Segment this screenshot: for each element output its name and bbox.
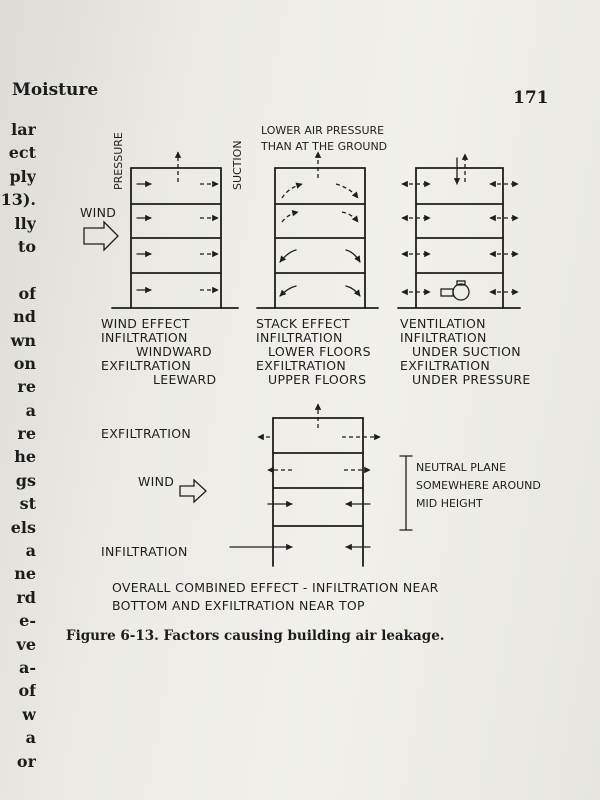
fan-icon [441,281,469,300]
stack-top-note: THAN AT THE GROUND [261,140,388,153]
text-fragment: he [14,447,36,467]
text-fragment: wn [10,330,36,350]
text-fragment: lly [14,213,36,233]
text-fragment: a- [18,657,36,677]
text-fragment: or [16,751,36,771]
text-fragment: a [25,541,36,561]
page-number: 171 [513,88,549,108]
pressure-label: PRESSURE [112,132,125,190]
text-fragment: gs [15,470,36,490]
exfiltration-label: EXFILTRATION [101,426,192,441]
text-fragment: lar [11,120,36,139]
neutral-plane-note: MID HEIGHT [416,497,483,510]
text-fragment: ect [8,143,36,163]
stack-effect-line: UPPER FLOORS [268,372,367,387]
stack-effect-title: STACK EFFECT [256,316,350,331]
text-fragment: ply [9,166,36,186]
combined-wind-arrow-icon [180,480,206,502]
combined-wind-label: WIND [138,474,175,489]
wind-effect-line: WINDWARD [136,344,212,359]
ventilation-line: UNDER SUCTION [412,344,521,359]
ventilation-title: VENTILATION [400,316,486,331]
neutral-plane-note: SOMEWHERE AROUND [416,479,541,492]
stack-effect-diagram [256,124,387,387]
infiltration-label: INFILTRATION [101,544,188,559]
text-fragment: ne [14,564,36,584]
text-fragment: a [25,400,36,420]
text-fragment: e- [19,611,36,631]
wind-effect-title: WIND EFFECT [101,316,190,331]
wind-label: WIND [80,205,117,220]
stack-top-note: LOWER AIR PRESSURE [261,124,385,137]
text-fragment: of [18,681,36,701]
text-fragment: a [25,728,36,748]
text-fragment: re [17,424,36,444]
text-fragment: w [22,704,36,724]
text-fragment: st [19,494,36,514]
text-fragment: rd [16,587,36,607]
ventilation-diagram [398,154,531,387]
neutral-plane-bracket [400,456,412,530]
ventilation-line: UNDER PRESSURE [412,372,531,387]
text-fragment: re [17,377,36,397]
wind-effect-line: LEEWARD [153,372,217,387]
neutral-plane-note: NEUTRAL PLANE [416,461,507,474]
text-fragment: on [13,353,36,373]
wind-arrow-icon [84,222,118,250]
figure-caption: Figure 6-13. Factors causing building air leakage. [66,628,445,644]
text-fragment: ve [16,634,36,654]
text-fragment: els [10,517,36,537]
wind-effect-line: INFILTRATION [101,330,188,345]
stack-effect-line: EXFILTRATION [256,358,347,373]
text-fragment: nd [13,307,36,327]
ventilation-line: INFILTRATION [400,330,487,345]
wind-effect-diagram [80,132,244,387]
combined-summary-line: BOTTOM AND EXFILTRATION NEAR TOP [112,598,365,613]
suction-label: SUCTION [231,140,244,190]
text-fragment: to [17,236,36,256]
text-fragment: of [18,283,36,303]
combined-effect-diagram [101,404,541,613]
ventilation-line: EXFILTRATION [400,358,491,373]
combined-summary-line: OVERALL COMBINED EFFECT - INFILTRATION NEAR [112,580,439,595]
text-fragment: 13). [0,190,36,210]
stack-effect-line: LOWER FLOORS [268,344,371,359]
stack-effect-line: INFILTRATION [256,330,343,345]
running-head: Moisture [12,80,99,100]
wind-effect-line: EXFILTRATION [101,358,192,373]
